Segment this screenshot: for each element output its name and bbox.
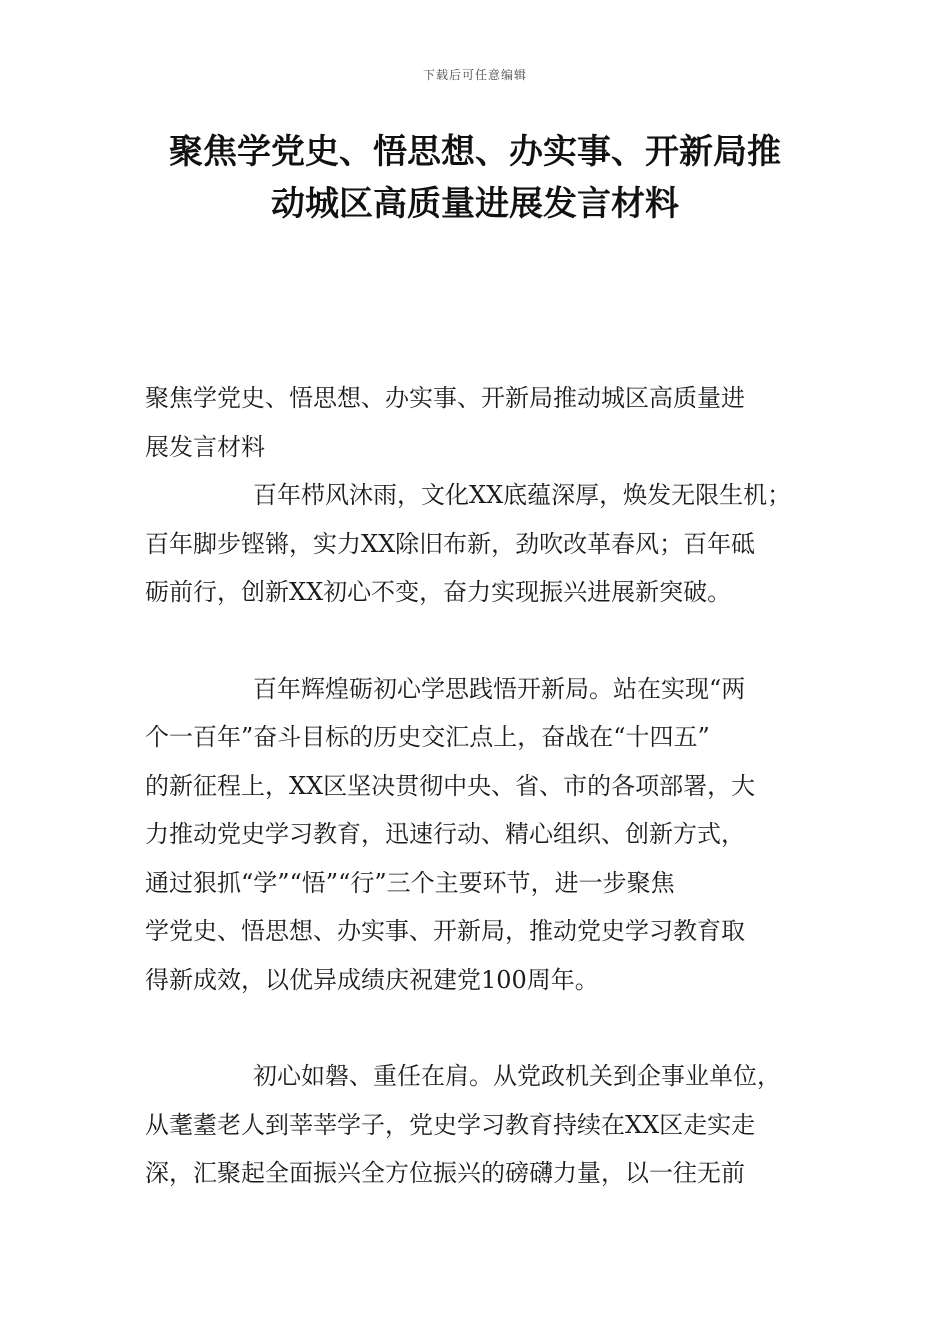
paragraph-gap xyxy=(145,1004,835,1052)
document-body xyxy=(145,374,835,1198)
paragraph-line: 的新征程上，XX区坚决贯彻中央、省、市的各项部署，大 xyxy=(145,771,756,800)
paragraph-line: 力推动党史学习教育，迅速行动、精心组织、创新方式， xyxy=(145,820,745,848)
paragraph-2 xyxy=(145,665,835,1005)
paragraph-line: 展发言材料 xyxy=(145,432,265,461)
paragraph-1 xyxy=(145,471,835,617)
paragraph-3 xyxy=(145,1052,835,1198)
paragraph-line: 初心如磐、重任在肩。从党政机关到企事业单位， xyxy=(253,1062,781,1090)
paragraph-line: 个一百年”奋斗目标的历史交汇点上，奋战在“十四五” xyxy=(145,723,710,751)
paragraph-gap xyxy=(145,617,835,665)
paragraph-line: 百年脚步铿锵，实力XX除旧布新，劲吹改革春风；百年砥 xyxy=(145,529,756,558)
paragraph-line: 得新成效，以优异成绩庆祝建党100周年。 xyxy=(145,965,599,994)
paragraph-heading xyxy=(145,374,835,471)
paragraph-line: 通过狠抓“学”“悟”“行”三个主要环节，进一步聚焦 xyxy=(145,868,675,897)
paragraph-line: 深，汇聚起全面振兴全方位振兴的磅礴力量，以一往无前 xyxy=(145,1159,745,1187)
paragraph-line: 学党史、悟思想、办实事、开新局，推动党史学习教育取 xyxy=(145,917,745,945)
paragraph-line: 从耄耋老人到莘莘学子，党史学习教育持续在XX区走实走 xyxy=(145,1110,756,1139)
header-note: 下载后可任意编辑 xyxy=(422,68,527,82)
paragraph-line: 聚焦学党史、悟思想、办实事、开新局推动城区高质量进 xyxy=(145,384,745,412)
title-line-1: 聚焦学党史、悟思想、办实事、开新局推 xyxy=(169,132,781,172)
paragraph-line: 百年辉煌砺初心学思践悟开新局。站在实现“两 xyxy=(253,674,746,703)
paragraph-line: 砺前行，创新XX初心不变，奋力实现振兴进展新突破。 xyxy=(145,578,732,606)
paragraph-line: 百年栉风沐雨，文化XX底蕴深厚，焕发无限生机； xyxy=(253,481,792,509)
document-title xyxy=(120,126,830,230)
title-line-2: 动城区高质量进展发言材料 xyxy=(271,184,679,224)
